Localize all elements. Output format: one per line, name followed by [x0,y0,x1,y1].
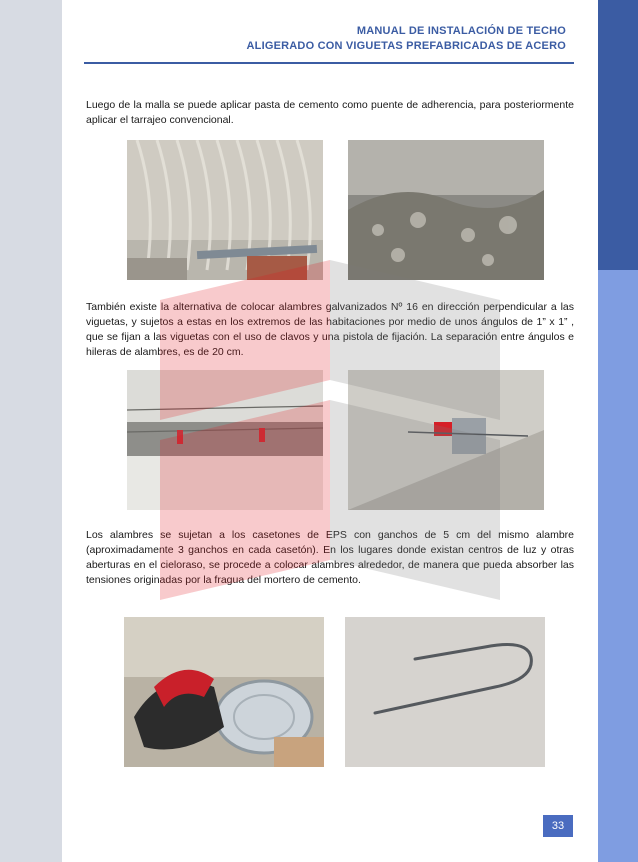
page-number: 33 [543,815,573,837]
header-line-1: MANUAL DE INSTALACIÓN DE TECHO [356,25,566,37]
right-accent-strip-light [598,270,638,862]
photo-plaster-application [127,140,323,280]
photo-cement-on-mesh [348,140,544,280]
header-line-2: ALIGERADO CON VIGUETAS PREFABRICADAS DE ACERO [246,40,566,52]
header-rule [84,62,574,64]
paragraph-1: Luego de la malla se puede aplicar pasta de cemento como puente de adherencia, para posteriormente aplicar el tarrajeo convencional. [86,99,574,126]
paragraph-2: También existe la alternativa de colocar alambres galvanizados Nº 16 en dirección perpendicular a las viguetas, y sujetos a estas en los extremos de las habitaciones por medio de unos ángulos de 1” x 1” , que se fijan a las viguetas con el uso de clavos y una pistola de fijación. La separación entre ángulos e hileras de alambres, es de 20 cm. [86,301,574,358]
page-header [146,24,566,54]
left-margin-strip [0,0,62,862]
paragraph-3: Los alambres se sujetan a los casetones de EPS con ganchos de 5 cm del mismo alambre (aproximadamente 3 ganchos en cada casetón). En los lugares donde existan centros de luz y otras aberturas en el cieloraso, se procede a colocar alambres alrededor, de manera que pueda absorber las tensiones originadas por la fragua del mortero de cemento. [86,529,574,586]
photo-wire-hook [345,617,545,767]
photo-galvanized-wires [127,370,323,510]
right-accent-strip-dark [598,0,638,270]
photo-angle-bracket [348,370,544,510]
photo-gloved-hand-wire [124,617,324,767]
